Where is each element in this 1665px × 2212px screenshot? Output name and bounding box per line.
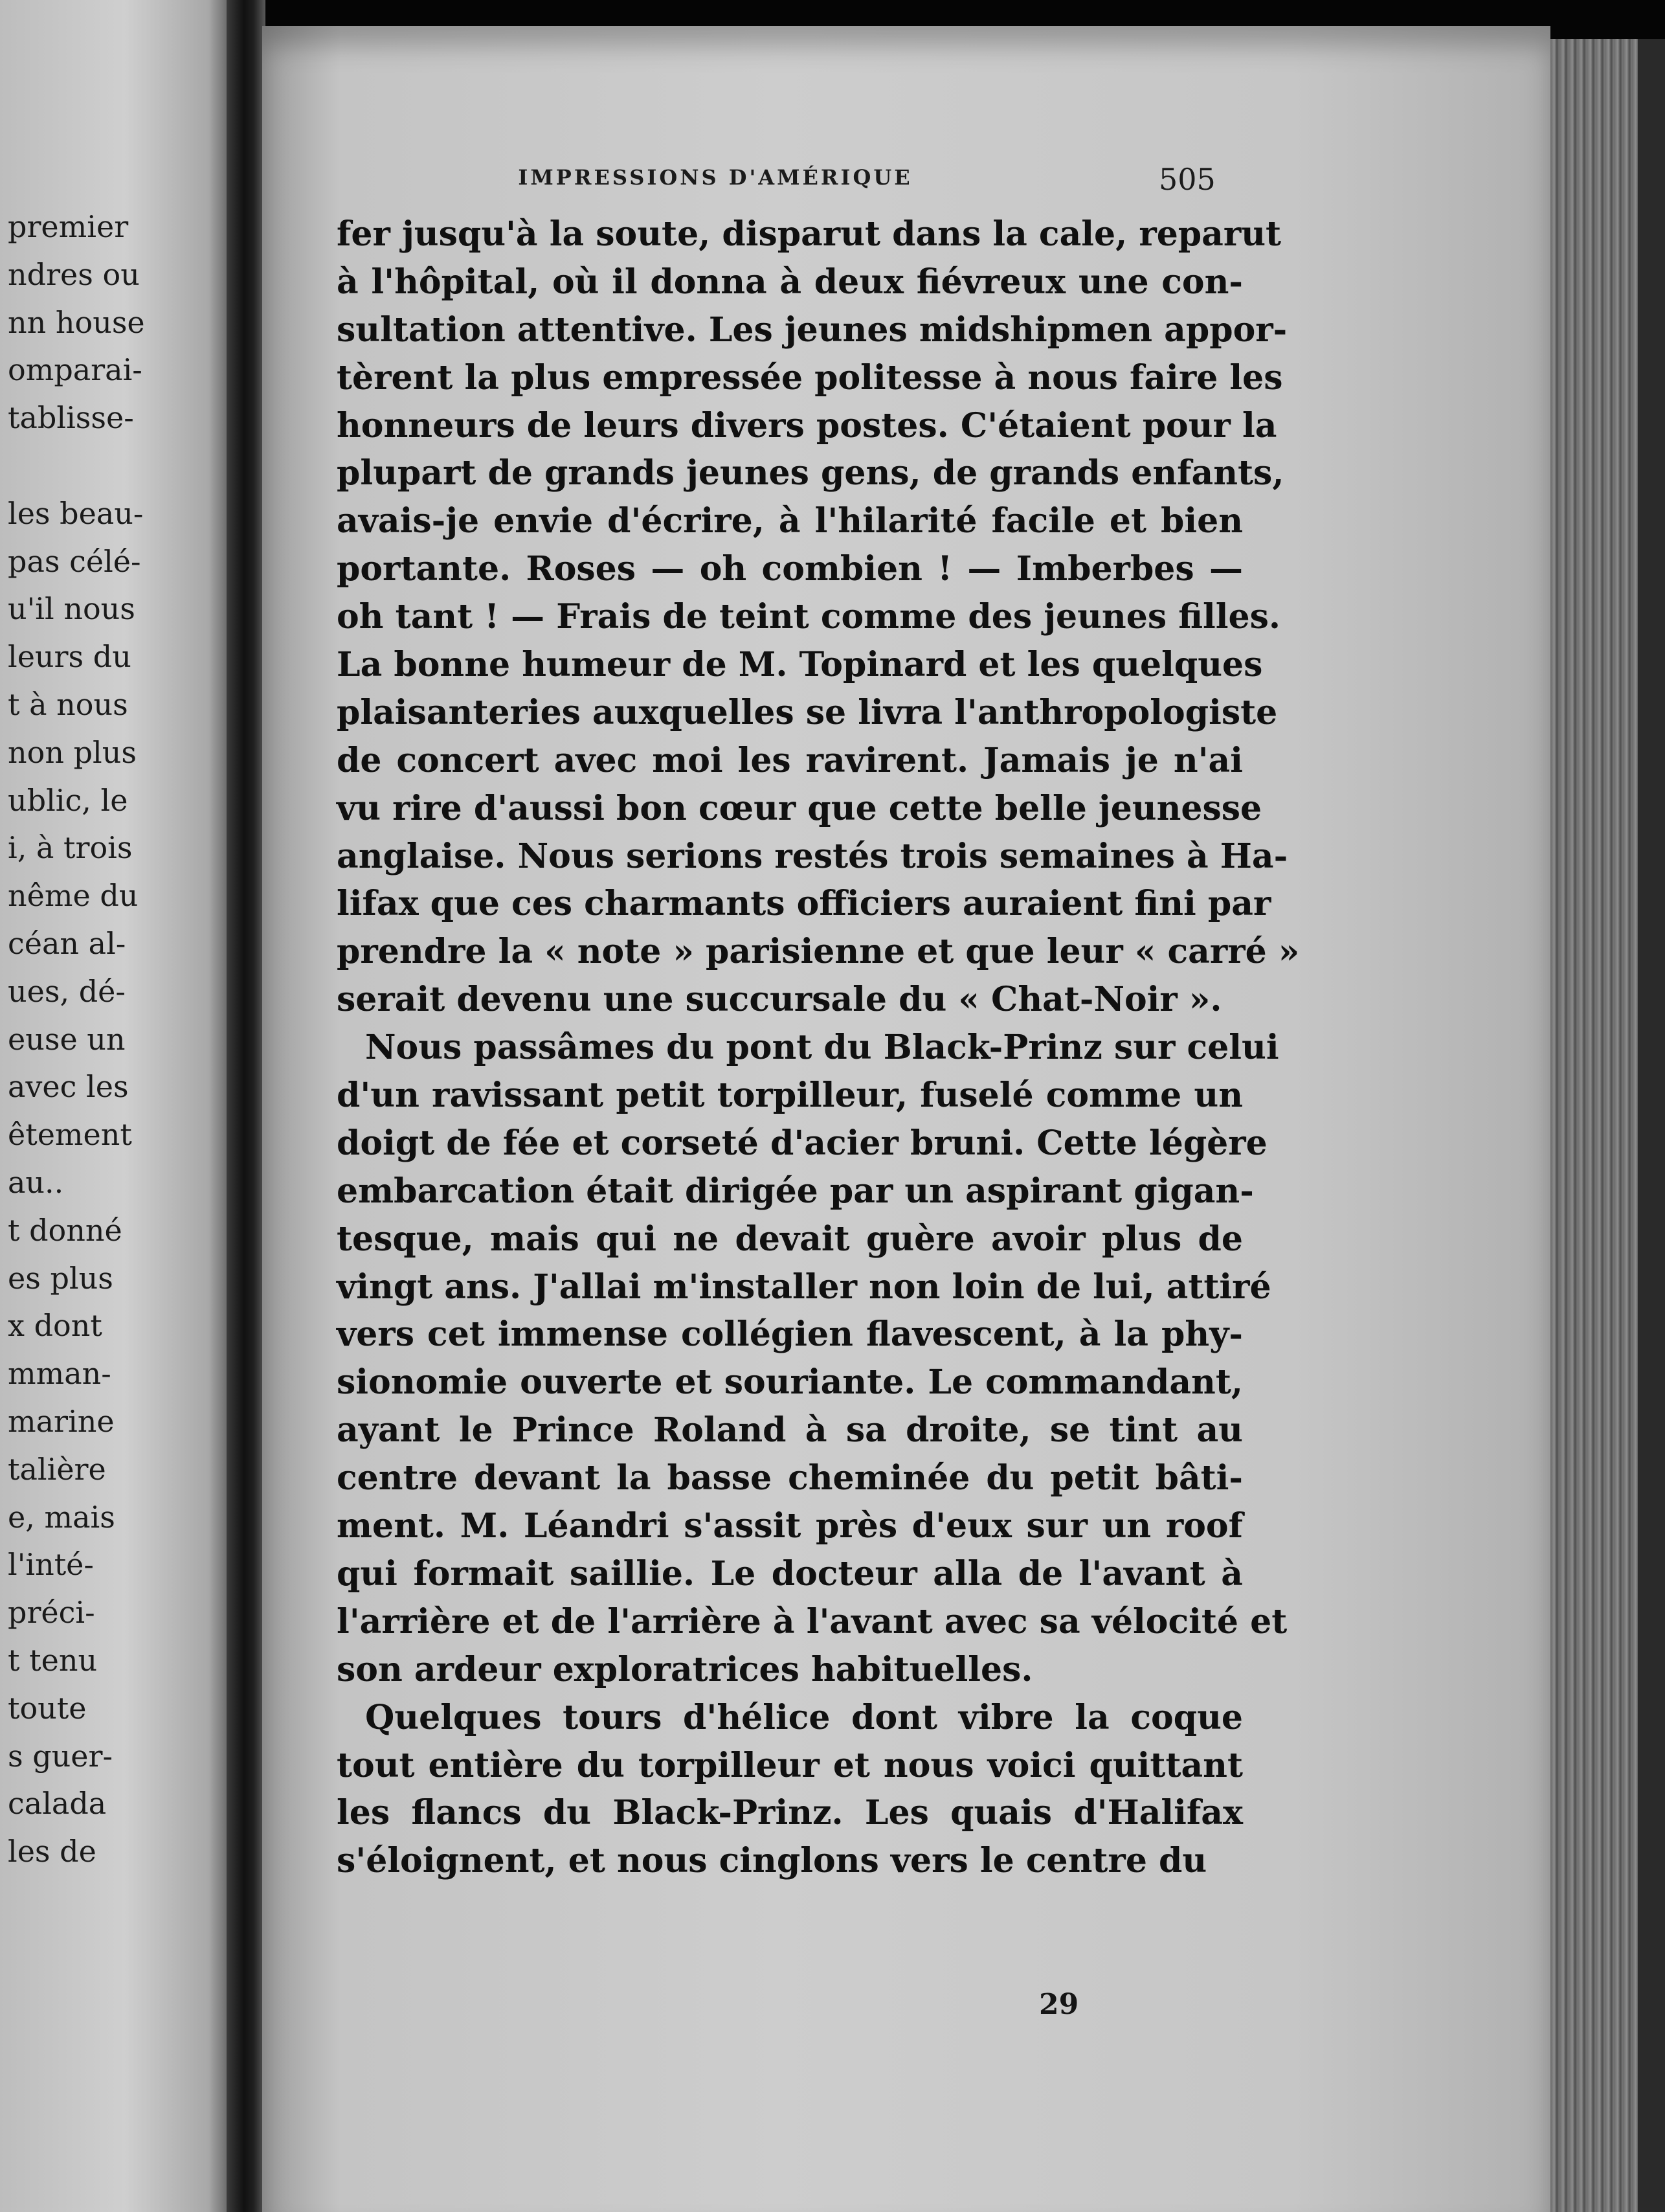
left-page-line: avec les — [8, 1069, 129, 1105]
text-line: fer jusqu'à la soute, disparut dans la cale, reparut — [337, 214, 1282, 254]
left-page-line: premier — [8, 209, 129, 244]
book-gutter — [227, 0, 265, 2212]
left-page-line: ndres ou — [8, 256, 140, 292]
left-facing-page — [0, 0, 227, 2212]
signature-mark: 29 — [1039, 1988, 1079, 2021]
text-line: plaisanteries auxquelles se livra l'anthropologiste — [337, 692, 1278, 732]
left-page-line: au.. — [8, 1164, 64, 1200]
left-page-line: êtement — [8, 1117, 132, 1153]
left-page-line: calada — [8, 1786, 107, 1822]
text-line: tout entière du torpilleur et nous voici quittant — [337, 1745, 1243, 1785]
text-line: serait devenu une succursale du « Chat-Noir ». — [337, 980, 1222, 1020]
left-page-line: euse un — [8, 1021, 126, 1057]
text-line: prendre la « note » parisienne et que leur « carré » — [337, 932, 1300, 972]
text-line: La bonne humeur de M. Topinard et les quelques — [337, 645, 1263, 685]
text-line: qui formait saillie. Le docteur alla de l'avant à — [337, 1553, 1243, 1594]
text-line: plupart de grands jeunes gens, de grands enfants, — [337, 453, 1284, 493]
text-line: vu rire d'aussi bon cœur que cette belle jeunesse — [337, 788, 1262, 828]
left-page-line: nn house — [8, 304, 145, 340]
running-head: IMPRESSIONS D'AMÉRIQUE — [518, 165, 913, 190]
text-line: son ardeur exploratrices habituelles. — [337, 1649, 1033, 1689]
left-page-line: x dont — [8, 1308, 102, 1344]
text-line: lifax que ces charmants officiers auraient fini par — [337, 884, 1271, 924]
left-page-line: préci- — [8, 1595, 95, 1631]
left-page-line: ublic, le — [8, 782, 128, 818]
left-page-line: es plus — [8, 1260, 113, 1296]
text-line: à l'hôpital, où il donna à deux fiévreux une con- — [337, 262, 1243, 302]
left-page-line: non plus — [8, 734, 137, 770]
text-line: oh tant ! — Frais de teint comme des jeunes filles. — [337, 597, 1280, 637]
left-page-line: les de — [8, 1834, 96, 1869]
text-line: tesque, mais qui ne devait guère avoir plus de — [337, 1219, 1243, 1259]
text-line: honneurs de leurs divers postes. C'étaient pour la — [337, 405, 1277, 446]
left-page-line: omparai- — [8, 352, 142, 388]
left-page-line: marine — [8, 1403, 115, 1439]
left-page-line: les beau- — [8, 495, 144, 531]
left-page-line: u'il nous — [8, 591, 135, 627]
left-page-line: nême du — [8, 878, 139, 914]
text-line: sultation attentive. Les jeunes midshipmen appor- — [337, 310, 1288, 350]
left-page-line: i, à trois — [8, 830, 133, 866]
body-text — [337, 210, 1300, 1885]
page-number: 505 — [1159, 162, 1216, 197]
left-page-line — [0, 442, 214, 490]
text-line: tèrent la plus empressée politesse à nous faire les — [337, 357, 1283, 398]
text-line: portante. Roses — oh combien ! — Imberbes — — [337, 549, 1243, 589]
left-page-line: t donné — [8, 1212, 122, 1248]
text-line: avais-je envie d'écrire, à l'hilarité facile et bien — [337, 501, 1243, 541]
text-line: l'arrière et de l'arrière à l'avant avec sa vélocité et — [337, 1601, 1288, 1642]
text-line: centre devant la basse cheminée du petit bâti- — [337, 1458, 1243, 1498]
text-line: sionomie ouverte et souriante. Le commandant, — [337, 1362, 1243, 1403]
left-page-line: l'inté- — [8, 1547, 94, 1583]
text-line: Quelques tours d'hélice dont vibre la coque — [365, 1697, 1243, 1737]
left-page-line: talière — [8, 1451, 106, 1487]
text-line: Nous passâmes du pont du Black-Prinz sur celui — [365, 1028, 1279, 1068]
left-page-line: s guer- — [8, 1738, 113, 1774]
page-edges-shadow — [1638, 39, 1665, 2212]
left-page-line: pas célé- — [8, 543, 141, 579]
left-page-line: t tenu — [8, 1642, 98, 1678]
text-line: vingt ans. J'allai m'installer non loin de lui, attiré — [337, 1267, 1271, 1307]
text-line: doigt de fée et corseté d'acier bruni. Cette légère — [337, 1123, 1268, 1163]
text-line: d'un ravissant petit torpilleur, fuselé comme un — [337, 1076, 1243, 1116]
text-line: de concert avec moi les ravirent. Jamais je n'ai — [337, 740, 1243, 780]
left-page-line: ues, dé- — [8, 973, 126, 1009]
text-line: ayant le Prince Roland à sa droite, se tint au — [337, 1410, 1243, 1450]
text-line: vers cet immense collégien flavescent, à la phy- — [337, 1315, 1243, 1355]
left-page-text — [0, 203, 214, 1876]
left-page-line: e, mais — [8, 1499, 115, 1535]
left-page-line: leurs du — [8, 639, 131, 675]
left-page-line: tablisse- — [8, 400, 134, 436]
left-page-line: toute — [8, 1690, 87, 1726]
left-page-line: t à nous — [8, 686, 128, 722]
text-line: ment. M. Léandri s'assit près d'eux sur un roof — [337, 1506, 1243, 1546]
text-line: s'éloignent, et nous cinglons vers le centre du — [337, 1841, 1207, 1881]
left-page-line: mman- — [8, 1356, 111, 1392]
text-line: les flancs du Black-Prinz. Les quais d'Halifax — [337, 1793, 1243, 1833]
text-line: embarcation était dirigée par un aspirant gigan- — [337, 1171, 1254, 1211]
text-line: anglaise. Nous serions restés trois semaines à Ha- — [337, 836, 1288, 876]
left-page-line: céan al- — [8, 925, 126, 961]
